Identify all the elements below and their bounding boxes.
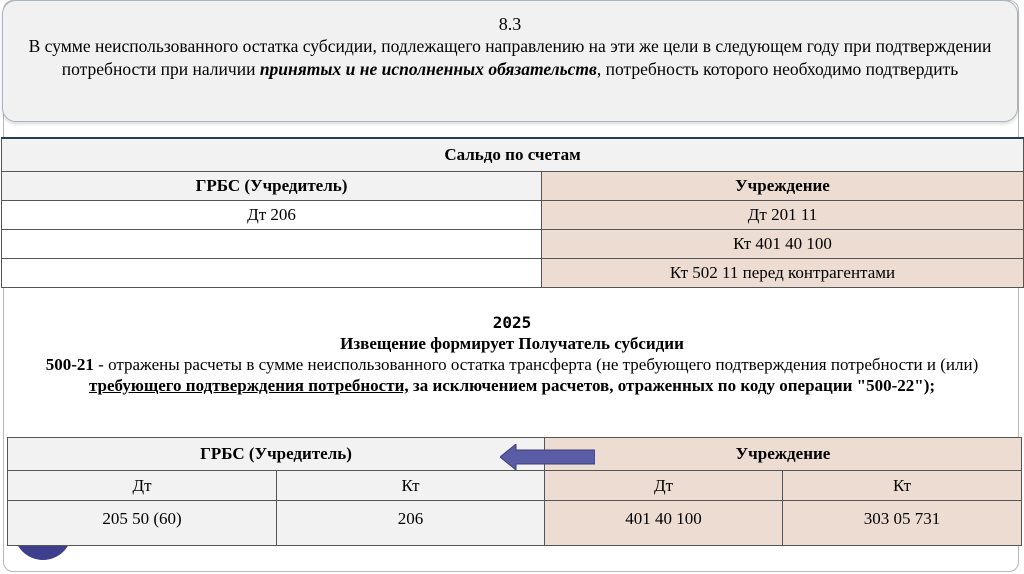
entry-cell: 206 (277, 501, 545, 546)
saldo-cell (2, 258, 542, 287)
slide-number: 8.3 (498, 14, 522, 34)
notice-body (30, 354, 994, 396)
notice-year: 2025 (492, 313, 532, 332)
entry-cell: 205 50 (60) (8, 501, 277, 546)
title-box (2, 0, 1018, 122)
entries-left-header: ГРБС (Учредитель) (8, 438, 545, 471)
title-emphasis: принятых и не исполненных обязательств (259, 59, 597, 79)
table-row (2, 229, 1024, 258)
entry-cell: 303 05 731 (783, 501, 1022, 546)
saldo-left-header: ГРБС (Учредитель) (2, 171, 542, 200)
operation-code: 500-21 (45, 355, 94, 374)
notice-text-1: - отражены расчеты в сумме неиспользованного остатка трансферта (не требующего подтверждения потребности и (или) (93, 355, 979, 374)
table-row (2, 258, 1024, 287)
saldo-title: Сальдо по счетам (2, 138, 1024, 171)
saldo-cell: Дт 201 11 (542, 200, 1024, 229)
col-dt: Дт (8, 471, 277, 501)
title-line-1: В сумме неиспользованного остатка субсидии, подлежащего направлению на эти же цели в следующем году при подтверждении потребности при наличии (28, 36, 992, 79)
notice-text (30, 312, 994, 396)
table-row (2, 200, 1024, 229)
saldo-cell: Кт 401 40 100 (542, 229, 1024, 258)
saldo-cell (2, 229, 542, 258)
notice-underlined: требующего подтверждения потребности, (88, 376, 409, 395)
col-kt: Кт (277, 471, 545, 501)
saldo-right-header: Учреждение (542, 171, 1024, 200)
col-kt: Кт (783, 471, 1022, 501)
title-line-2: , потребность которого необходимо подтвердить (596, 59, 959, 79)
table-row (8, 501, 1022, 546)
saldo-cell: Дт 206 (2, 200, 542, 229)
saldo-table (1, 137, 1024, 288)
saldo-cell: Кт 502 11 перед контрагентами (542, 258, 1024, 287)
left-arrow-icon (500, 444, 595, 470)
col-dt: Дт (545, 471, 783, 501)
entry-cell: 401 40 100 (545, 501, 783, 546)
entries-right-header: Учреждение (545, 438, 1022, 471)
notice-text-2: за исключением расчетов, отраженных по коду операции "500-22"); (408, 376, 936, 395)
title-text (3, 35, 1017, 81)
notice-title: Извещение формирует Получатель субсидии (340, 334, 684, 353)
